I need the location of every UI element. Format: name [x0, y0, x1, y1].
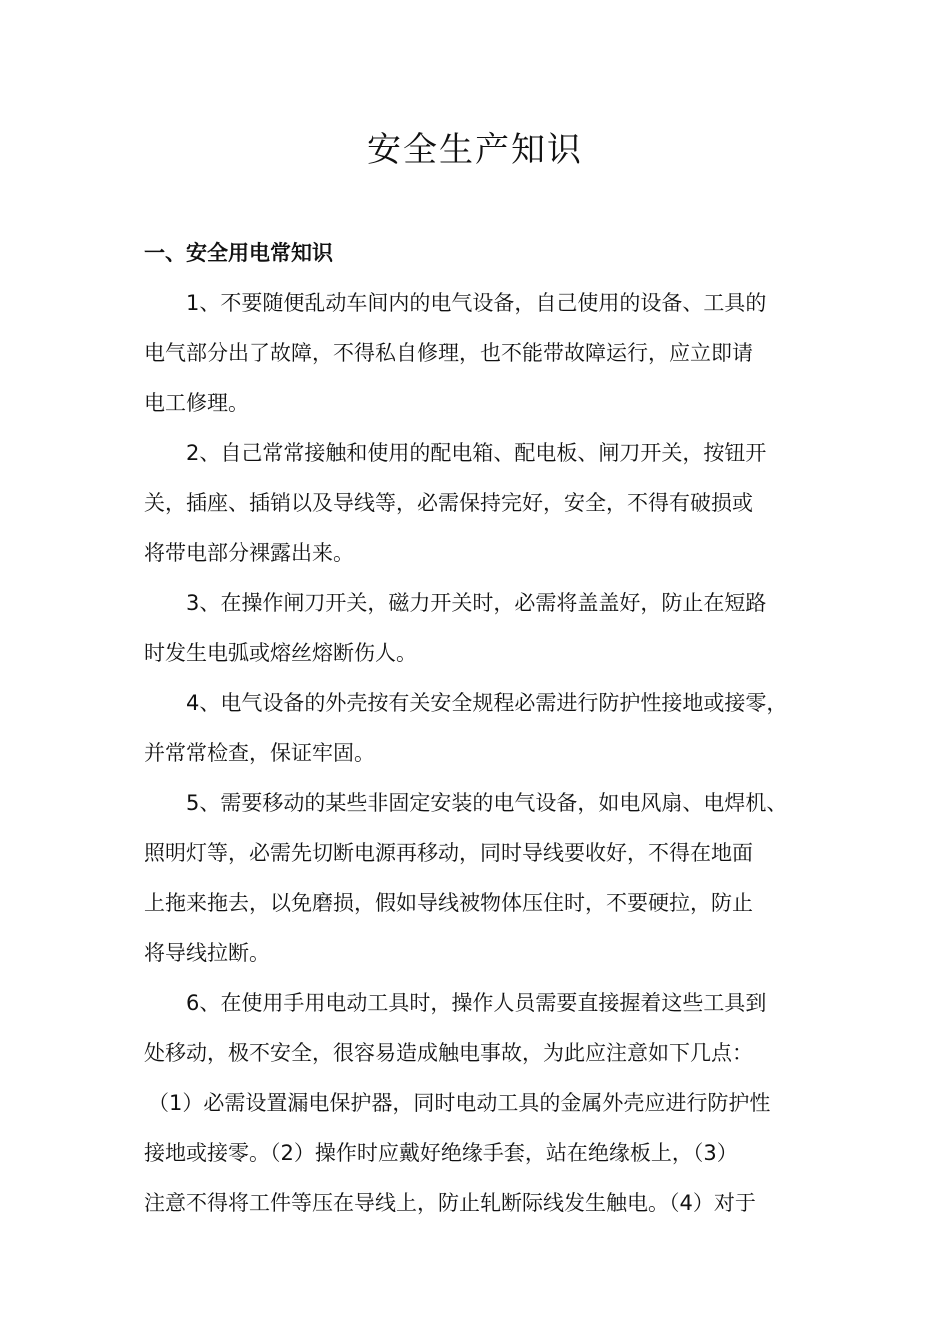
paragraph-1: [144, 278, 816, 428]
paragraph-line: 将导线拉断。: [144, 941, 270, 965]
paragraph-line: 6、在使用手用电动工具时，操作人员需要直接握着这些工具到: [186, 991, 767, 1015]
paragraph-line: 2、自己常常接触和使用的配电箱、配电板、闸刀开关，按钮开: [186, 441, 767, 465]
paragraph-line: 照明灯等，必需先切断电源再移动，同时导线要收好，不得在地面: [144, 841, 753, 865]
paragraph-line: 4、电气设备的外壳按有关安全规程必需进行防护性接地或接零，: [186, 691, 788, 715]
paragraph-line: 接地或接零。（2）操作时应戴好绝缘手套，站在绝缘板上，（3）: [144, 1141, 738, 1165]
paragraph-line: 关，插座、插销以及导线等，必需保持完好，安全，不得有破损或: [144, 491, 753, 515]
paragraph-line: 时发生电弧或熔丝熔断伤人。: [144, 641, 417, 665]
paragraph-3: [144, 578, 816, 678]
paragraph-line: 1、不要随便乱动车间内的电气设备，自己使用的设备、工具的: [186, 291, 767, 315]
paragraph-5: [144, 778, 816, 978]
paragraph-line: 电工修理。: [144, 391, 249, 415]
paragraph-line: 处移动，极不安全，很容易造成触电事故，为此应注意如下几点：: [144, 1041, 753, 1065]
document-title: 安全生产知识: [367, 130, 583, 170]
paragraph-line: 注意不得将工件等压在导线上，防止轧断际线发生触电。（4）对于: [144, 1191, 756, 1215]
paragraph-line: 上拖来拖去，以免磨损，假如导线被物体压住时，不要硬拉，防止: [144, 891, 753, 915]
paragraph-4: [144, 678, 816, 778]
paragraph-line: （1）必需设置漏电保护器，同时电动工具的金属外壳应进行防护性: [148, 1091, 771, 1115]
paragraph-line: 3、在操作闸刀开关，磁力开关时，必需将盖盖好，防止在短路: [186, 591, 767, 615]
paragraph-line: 电气部分出了故障，不得私自修理，也不能带故障运行，应立即请: [144, 341, 753, 365]
section-heading: 一、安全用电常知识: [144, 241, 333, 265]
document-body: [144, 228, 816, 1228]
paragraph-6: [144, 978, 816, 1228]
paragraph-2: [144, 428, 816, 578]
paragraph-line: 5、需要移动的某些非固定安装的电气设备，如电风扇、电焊机、: [186, 791, 788, 815]
paragraph-line: 并常常检查，保证牢固。: [144, 741, 375, 765]
paragraph-line: 将带电部分裸露出来。: [144, 541, 354, 565]
